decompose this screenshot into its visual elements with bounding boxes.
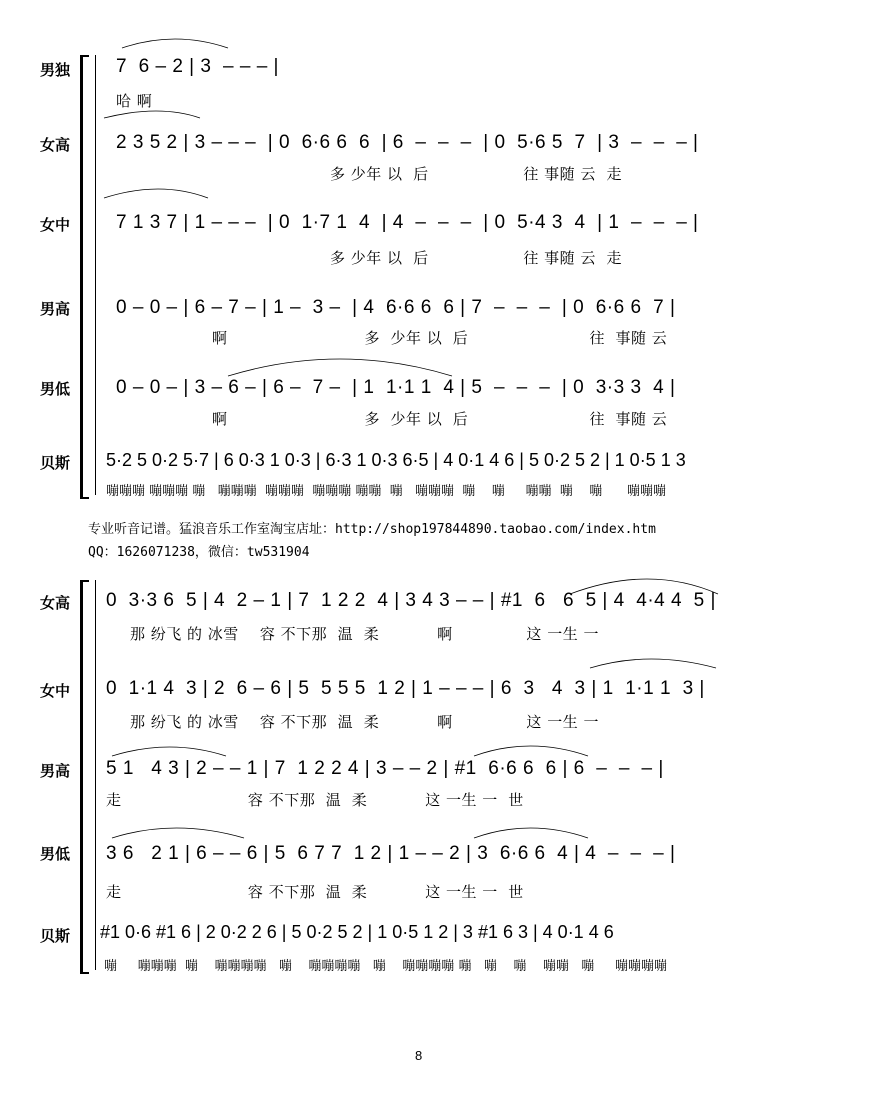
part-lyric: 走 容 不下那 温 柔 这 一生 一 世 — [106, 791, 524, 809]
slur-arc — [474, 746, 588, 756]
part-lyric: 啊 多 少年 以 后 往 事随 云 — [212, 329, 668, 347]
slur-arc — [112, 747, 226, 756]
part-notes: 0 – 0 – | 3 – 6 – | 6 – 7 – | 1 1·1 1 4 | 5 – – – | 0 3·3 3 4 | — [116, 377, 676, 398]
part-label: 女中 — [40, 682, 71, 700]
part-lyric: 那 纷飞 的 冰雪 容 不下那 温 柔 啊 这 一生 一 — [130, 625, 599, 643]
part-notes: 0 1·1 4 3 | 2 6 – 6 | 5 5 5 5 1 2 | 1 – – – | 6 3 4 3 | 1 1·1 1 3 | — [106, 678, 705, 699]
part-notes: 7 6 – 2 | 3 – – – | — [116, 56, 279, 77]
part-label: 男低 — [40, 380, 71, 398]
part-notes: 3 6 2 1 | 6 – – 6 | 5 6 7 7 1 2 | 1 – – 2 | 3 6·6 6 4 | 4 – – – | — [106, 843, 676, 864]
slur-arc — [104, 189, 208, 198]
part-label: 男高 — [40, 762, 71, 780]
part-notes: 0 3·3 6 5 | 4 2 – 1 | 7 1 2 2 4 | 3 4 3 – – | #1 6 6 5 | 4 4·4 4 5 | — [106, 590, 716, 611]
part-lyric: 嘣嘣嘣 嘣嘣嘣 嘣 嘣嘣嘣 嘣嘣嘣 嘣嘣嘣 嘣嘣 嘣 嘣嘣嘣 嘣 嘣 嘣嘣 嘣 嘣 嘣嘣嘣 — [106, 484, 667, 499]
slur-arc — [228, 359, 452, 376]
part-label: 贝斯 — [40, 927, 71, 945]
part-lyric: 走 容 不下那 温 柔 这 一生 一 世 — [106, 883, 524, 901]
part-notes: 5·2 5 0·2 5·7 | 6 0·3 1 0·3 | 6·3 1 0·3 6·5 | 4 0·1 4 6 | 5 0·2 5 2 | 1 0·5 1 3 — [106, 450, 686, 470]
footer-line-1: 专业听音记谱。猛浪音乐工作室淘宝店址：http://shop197844890.taobao.com/index.htm — [88, 522, 656, 537]
part-label: 女高 — [40, 594, 71, 612]
slur-arc — [570, 579, 718, 594]
part-label: 男高 — [40, 300, 71, 318]
part-label: 男独 — [40, 61, 71, 79]
part-label: 女高 — [40, 136, 71, 154]
part-lyric: 多 少年 以 后 往 事随 云 走 — [330, 249, 622, 267]
part-notes: 0 – 0 – | 6 – 7 – | 1 – 3 – | 4 6·6 6 6 | 7 – – – | 0 6·6 6 7 | — [116, 297, 676, 318]
part-lyric: 那 纷飞 的 冰雪 容 不下那 温 柔 啊 这 一生 一 — [130, 713, 599, 731]
slur-arc — [104, 111, 200, 118]
part-notes: 5 1 4 3 | 2 – – 1 | 7 1 2 2 4 | 3 – – 2 | #1 6·6 6 6 | 6 – – – | — [106, 758, 664, 779]
part-notes: 7 1 3 7 | 1 – – – | 0 1·7 1 4 | 4 – – – | 0 5·4 3 4 | 1 – – – | — [116, 212, 699, 233]
part-label: 男低 — [40, 845, 71, 863]
slur-arc — [112, 828, 244, 838]
part-lyric: 嘣 嘣嘣嘣 嘣 嘣嘣嘣嘣 嘣 嘣嘣嘣嘣 嘣 嘣嘣嘣嘣 嘣 嘣 嘣 嘣嘣 嘣 嘣嘣嘣嘣 — [104, 959, 667, 974]
footer-line-2: QQ：1626071238，微信：tw531904 — [88, 545, 310, 560]
part-notes: #1 0·6 #1 6 | 2 0·2 2 6 | 5 0·2 5 2 | 1 0·5 1 2 | 3 #1 6 3 | 4 0·1 4 6 — [100, 922, 614, 942]
part-lyric: 哈 啊 — [116, 92, 153, 110]
page-number: 8 — [415, 1048, 423, 1063]
slur-arc — [122, 39, 228, 48]
part-lyric: 多 少年 以 后 往 事随 云 走 — [330, 165, 622, 183]
slur-arc — [474, 828, 588, 838]
part-lyric: 啊 多 少年 以 后 往 事随 云 — [212, 410, 668, 428]
part-notes: 2 3 5 2 | 3 – – – | 0 6·6 6 6 | 6 – – – | 0 5·6 5 7 | 3 – – – | — [116, 132, 699, 153]
part-label: 贝斯 — [40, 454, 71, 472]
slur-arc — [590, 659, 716, 668]
part-label: 女中 — [40, 216, 71, 234]
